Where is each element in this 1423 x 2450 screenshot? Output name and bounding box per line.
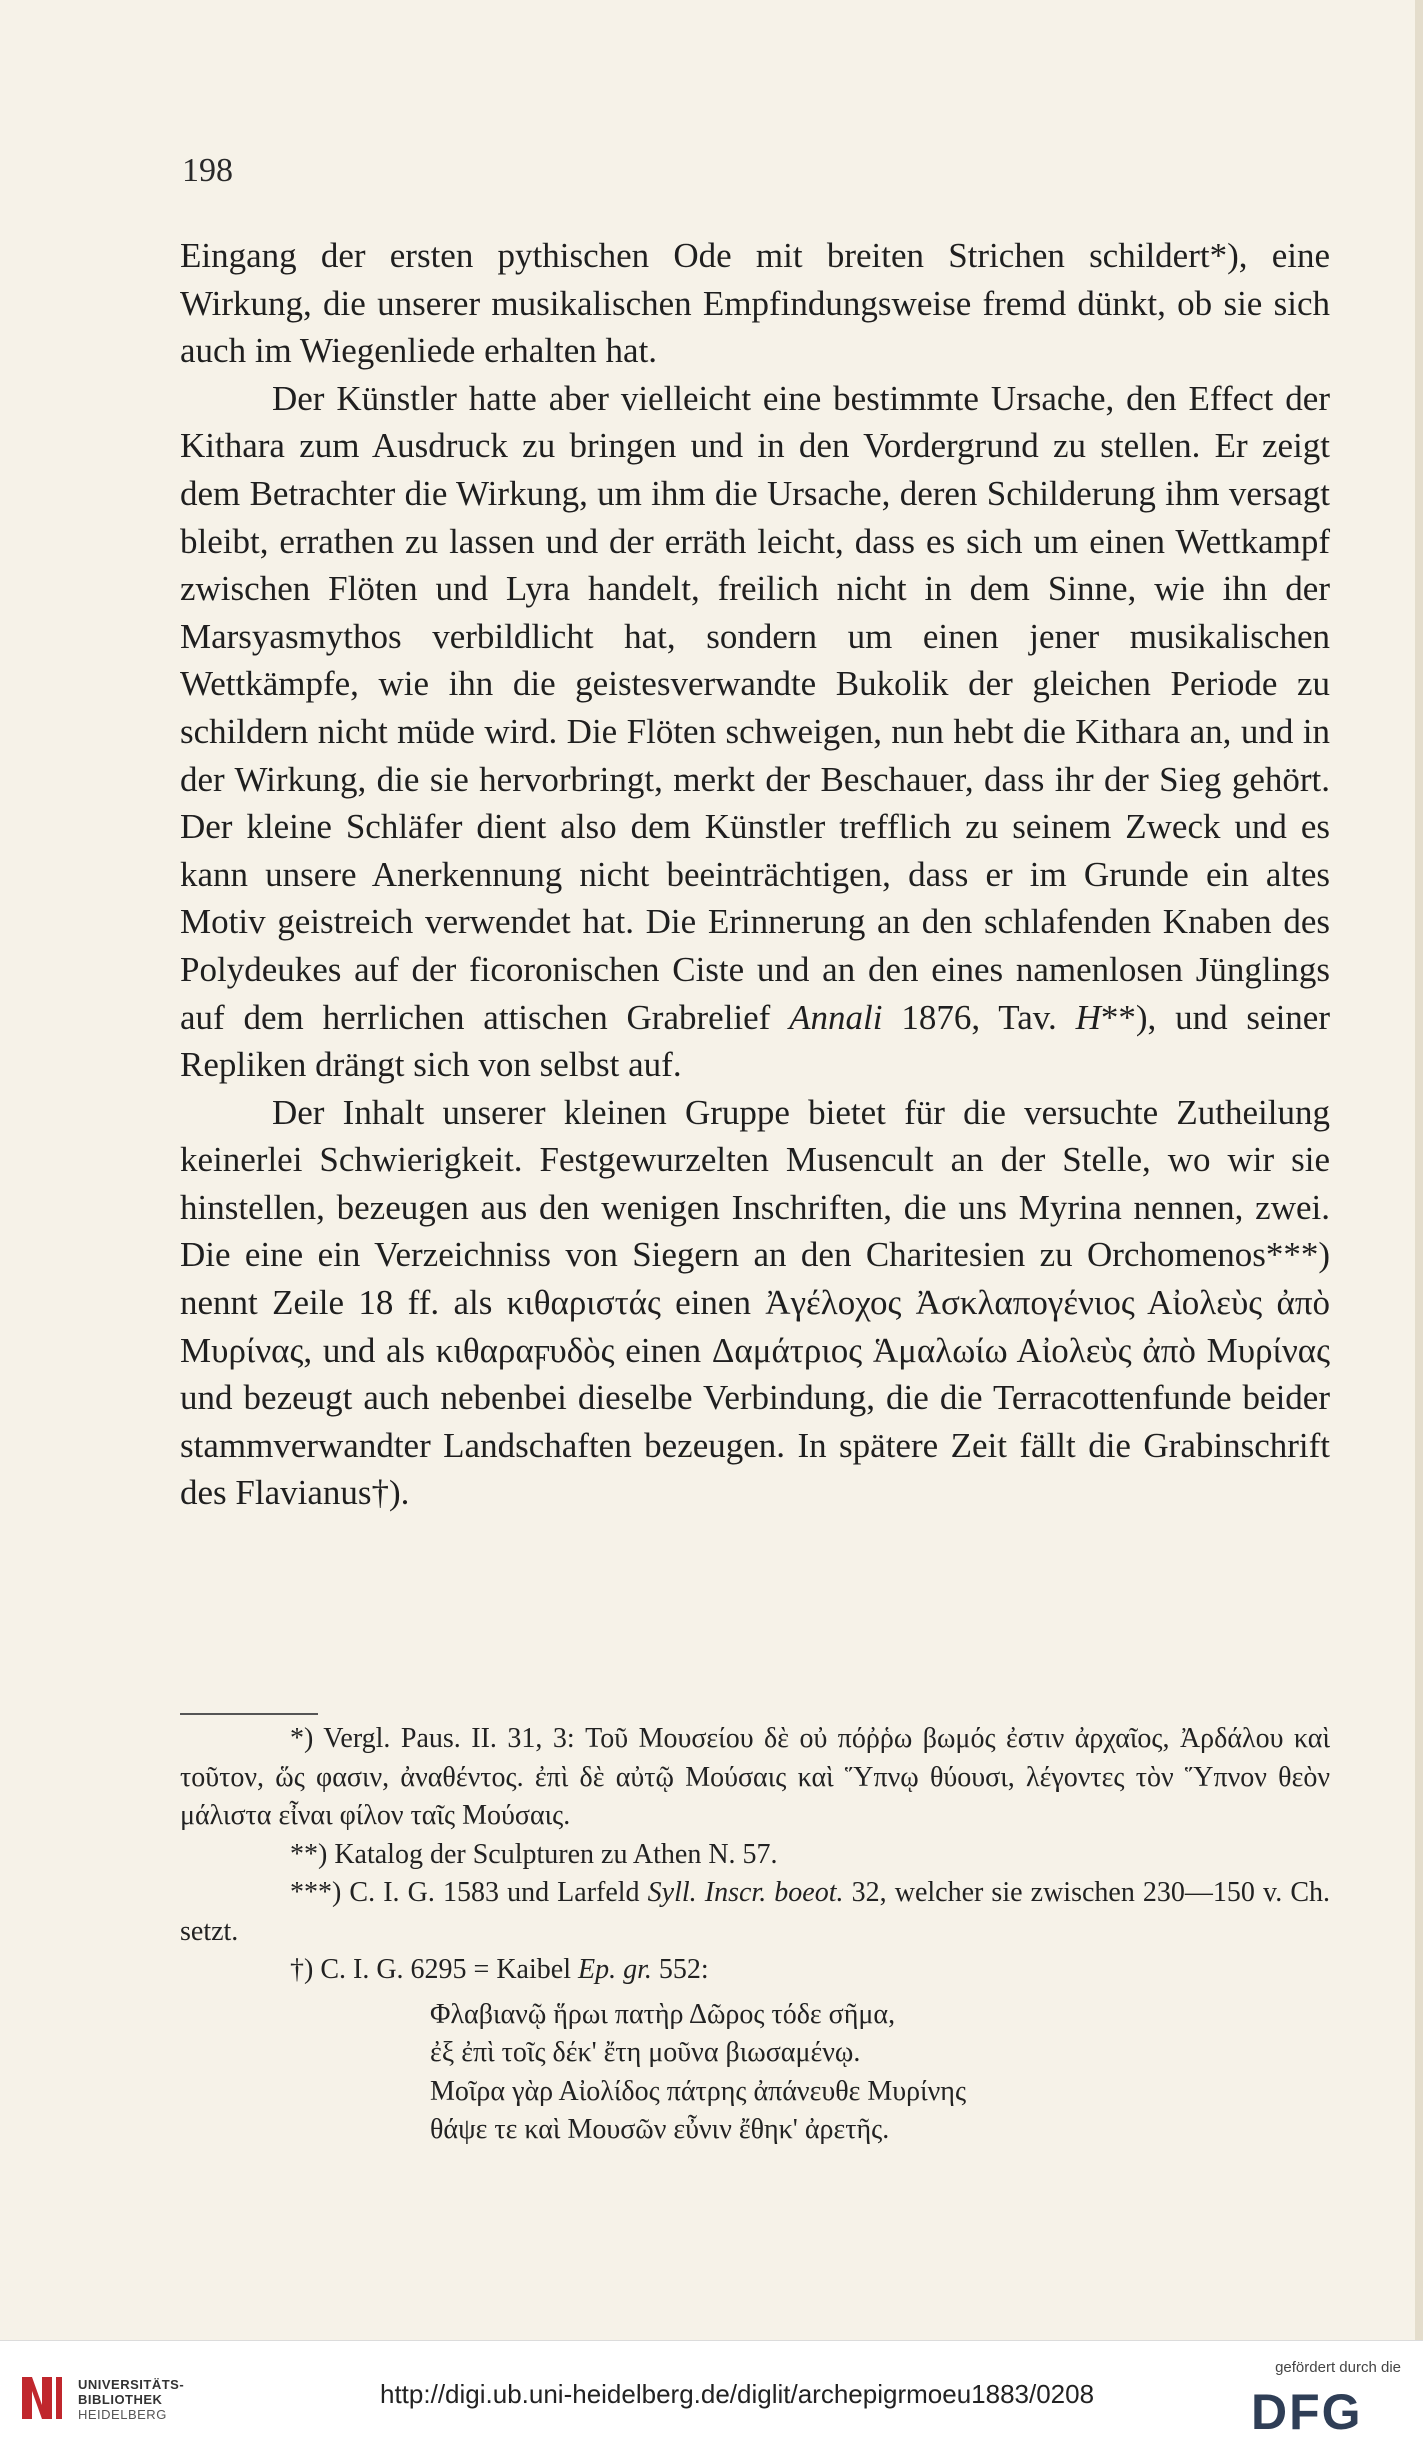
paragraph-2-end: **), und seiner Repliken drängt sich von selbst auf. bbox=[180, 997, 1330, 1085]
poem-line: Φλαβιανῷ ἥρωι πατὴρ Δῶρος τόδε σῆμα, bbox=[430, 1998, 896, 2030]
paragraph-3: Der Inhalt unserer kleinen Gruppe bietet für die versuchte Zutheilung keinerlei Schwierigkeit. Festgewurzelten Musencult an der Stelle, wo wir sie hinstellen, bezeugen aus den wenigen Inschriften, die uns Myrina nennen, zwei. Die eine ein Verzeichniss von Siegern an den Charitesien zu Orchomenos***) nennt Zeile 18 ff. als κιθαριστάς einen Ἀγέλοχος Ἀσκλαπογένιος Αἰολεὺς ἀπὸ Μυρίνας, und als κιθαραϝυδὸς einen Δαμάτριος Ἁμαλωίω Αἰολεὺς ἀπὸ Μυρίνας und bezeugt auch nebenbei dieselbe Verbindung, die die Terracottenfunde beider stammverwandter Landschaften bezeugen. In spätere Zeit fällt die Grabinschrift des Flavianus†). bbox=[180, 1092, 1330, 1513]
footnote-4-text: †) C. I. G. 6295 = Kaibel bbox=[290, 1954, 578, 1985]
footnote-4-ref: Ep. gr. bbox=[577, 1954, 652, 1985]
body-text bbox=[180, 232, 1330, 1517]
dfg-logo-text: DFG bbox=[1251, 2385, 1363, 2435]
epitaph-poem bbox=[430, 1996, 1330, 2150]
footnote-1: *) Vergl. Paus. II. 31, 3: Τοῦ Μουσείου δὲ οὐ πόῤῥω βωμός ἐστιν ἀρχαῖος, Ἀρδάλου καὶ τοῦτον, ὥς φασιν, ἀναθέντος. ἐπὶ δὲ αὐτῷ Μούσαις καὶ Ὕπνῳ θύουσι, λέγοντες τὸν Ὕπνον θεὸν μάλιστα εἶναι φίλον ταῖς Μούσαις. bbox=[180, 1723, 1330, 1831]
page-number: 198 bbox=[182, 152, 233, 189]
footnote-3-text: ***) C. I. G. 1583 und Larfeld bbox=[290, 1877, 648, 1908]
footnote-2: **) Katalog der Sculpturen zu Athen N. 57. bbox=[290, 1838, 778, 1870]
paragraph-2 bbox=[180, 375, 1330, 1089]
footnote-3 bbox=[180, 1874, 1330, 1951]
university-library-logo-icon[interactable] bbox=[16, 2371, 66, 2425]
page-edge bbox=[1415, 0, 1423, 2340]
footnotes bbox=[180, 1720, 1330, 2150]
footnote-3-ref: Syll. Inscr. boeot. bbox=[647, 1877, 844, 1908]
footnote-3-end: 32, welcher sie zwischen 230—150 v. Ch. setzt. bbox=[180, 1877, 1330, 1947]
tav-letter: H bbox=[1075, 997, 1101, 1037]
funding-note: gefördert durch die bbox=[1275, 2359, 1401, 2376]
permalink-url[interactable]: http://digi.ub.uni-heidelberg.de/diglit/archepigrmoeu1883/0208 bbox=[380, 2379, 1095, 2409]
paragraph-1: Eingang der ersten pythischen Ode mit breiten Strichen schildert*), eine Wirkung, die unserer musikalischen Empfindungsweise fremd dünkt, ob sie sich auch im Wiegenliede erhalten hat. bbox=[180, 236, 1330, 371]
dfg-logo-icon[interactable] bbox=[1251, 2385, 1401, 2435]
paragraph-2-text: Der Künstler hatte aber vielleicht eine bestimmte Ursache, den Effect der Kithara zum Ausdruck zu bringen und in den Vordergrund zu stellen. Er zeigt dem Betrachter die Wirkung, um ihm die Ursache, deren Schilderung ihm versagt bleibt, errathen zu lassen und der erräth leicht, dass es sich um einen Wettkampf zwischen Flöten und Lyra handelt, freilich nicht in dem Sinne, wie ihn der Marsyasmythos verbildlicht hat, sondern um einen jener musikalischen Wettkämpfe, wie ihn die geistesverwandte Bukolik der gleichen Periode zu schildern nicht müde wird. Die Flöten schweigen, nun hebt die Kithara an, und in der Wirkung, die sie hervorbringt, merkt der Beschauer, dass ihr der Sieg gehört. Der kleine Schläfer dient also dem Künstler trefflich zu seinem Zweck und es kann unsere Anerkennung nicht beeinträchtigen, dass er im Grunde ein altes Motiv geistreich verwendet hat. Die Erinnerung an den schlafenden Knaben des Polydeukes auf der ficoronischen Ciste und an den eines namenlosen Jünglings auf dem herrlichen attischen Grabrelief bbox=[180, 378, 1330, 1037]
library-name-line: BIBLIOTHEK bbox=[78, 2392, 163, 2407]
tav-reference: 1876, Tav. bbox=[882, 997, 1076, 1037]
footnote-4 bbox=[180, 1951, 1330, 1990]
footnote-divider bbox=[180, 1713, 318, 1715]
footer-bar bbox=[0, 2340, 1423, 2450]
footnote-4-end: 552: bbox=[651, 1954, 709, 1985]
library-name-line: UNIVERSITÄTS- bbox=[78, 2377, 185, 2392]
university-library-name bbox=[78, 2377, 184, 2422]
poem-line: θάψε τε καὶ Μουσῶν εὖνιν ἔθηκ' ἀρετῆς. bbox=[430, 2114, 890, 2145]
poem-line: Μοῖρα γὰρ Αἰολίδος πάτρης ἀπάνευθε Μυρίνης bbox=[430, 2075, 967, 2107]
poem-line: ἐξ ἐπὶ τοῖς δέκ' ἔτη μοῦνα βιωσαμένῳ. bbox=[430, 2037, 861, 2068]
annali-reference: Annali bbox=[789, 997, 883, 1037]
library-name-line: HEIDELBERG bbox=[78, 2407, 167, 2422]
